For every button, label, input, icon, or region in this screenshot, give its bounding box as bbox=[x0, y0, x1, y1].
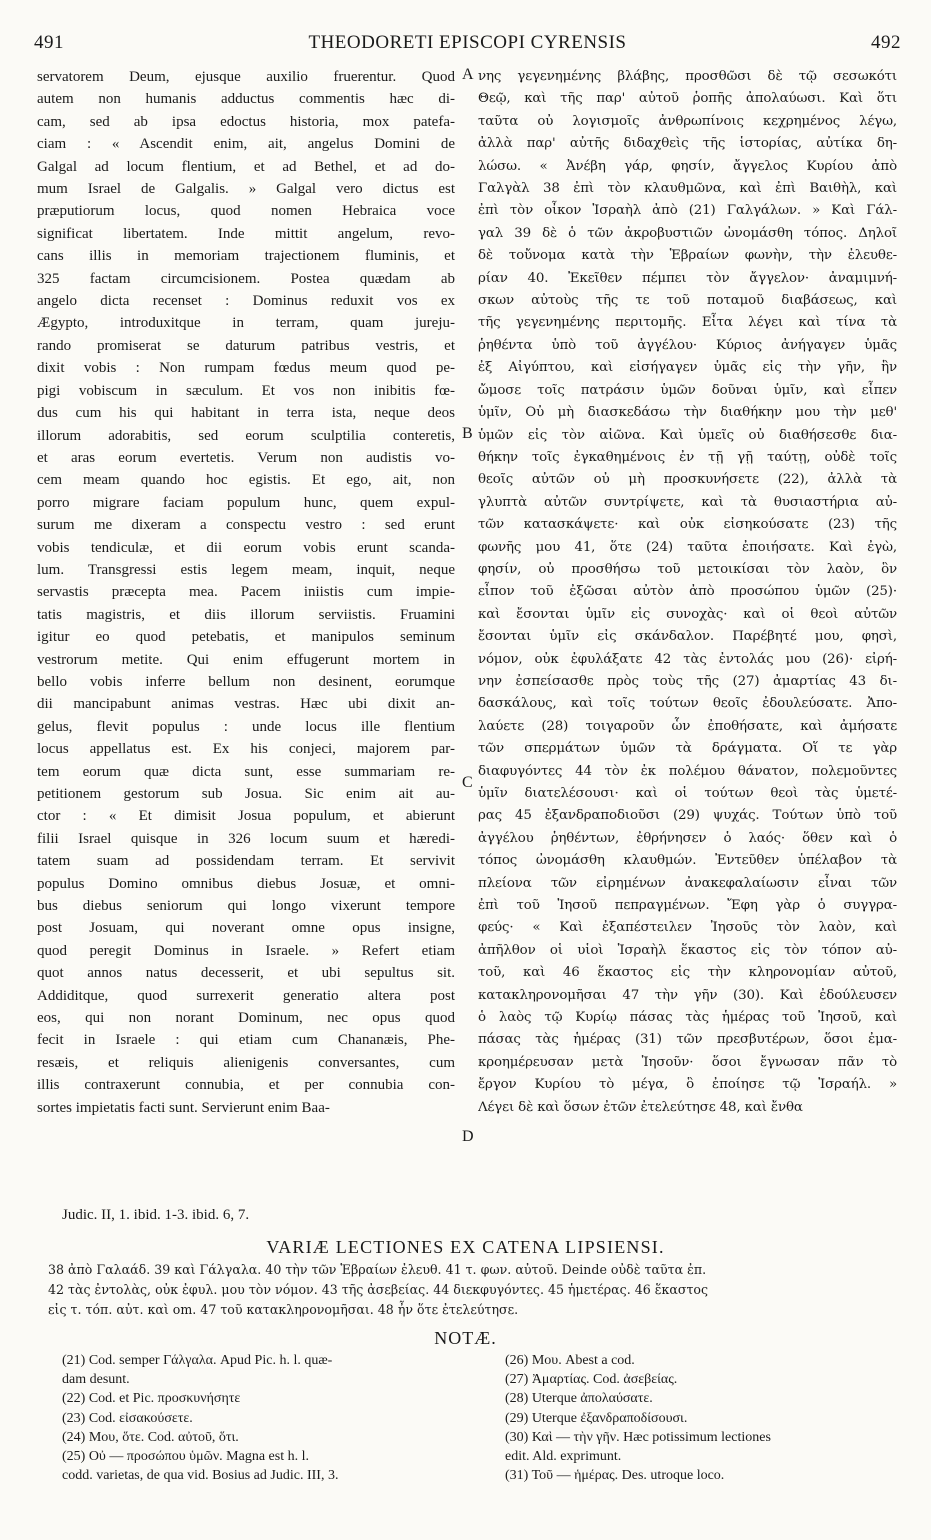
latin-text-line: post Josuam, qui noverant omne opus insigne, bbox=[37, 920, 455, 937]
latin-text-line: angelo dicta recenset : Dominus reduxit vos ex bbox=[37, 293, 455, 310]
note-line: (31) Τοῦ — ἡμέρας. Des. utroque loco. bbox=[505, 1468, 725, 1484]
latin-text-line: igitur eo quod petebatis, et manipulos seminum bbox=[37, 629, 455, 646]
greek-text-line: τοῦ, καὶ 46 ἕκαστος εἰς τὴν κληρονομίαν αὐτοῦ, bbox=[478, 965, 897, 981]
note-line: (25) Οὐ — προσώπου ὑμῶν. Magna est h. l. bbox=[62, 1449, 309, 1465]
greek-text-line: φεύς· « Καὶ ἐξαπέστειλεν Ἰησοῦς τὸν λαὸν, καὶ bbox=[478, 920, 897, 936]
notes-left-column bbox=[62, 1351, 462, 1485]
greek-text-line: ὑμῖν, Οὐ μὴ διασκεδάσω τὴν διαθήκην μου τὴν μεθ' bbox=[478, 405, 897, 421]
note-line: (27) Ἀμαρτίας. Cod. ἀσεβείας. bbox=[505, 1372, 678, 1388]
latin-text-line: lum. Transgressi estis legem meam, inquit, neque bbox=[37, 561, 455, 578]
latin-text-line: cans illis in memoriam trajectionem fluminis, et bbox=[37, 248, 455, 265]
latin-text-line: eos, qui non norant Dominum, nec opus quod bbox=[37, 1010, 455, 1027]
latin-text-line: cem meam quando hoc egistis. Et ego, ait, non bbox=[37, 472, 455, 489]
latin-text-line: 325 factam circumcisionem. Postea quædam ab bbox=[37, 270, 455, 287]
greek-text-line: τόπος ὠνομάσθη κλαυθμών. Ἐντεῦθεν ὑπέλαβον τὰ bbox=[478, 853, 897, 869]
latin-text-line: tatis magistris, et diis illorum serviistis. Fruamini bbox=[37, 606, 455, 623]
greek-text-line: Λέγει δὲ καὶ ὅσων ἐτῶν ἐτελεύτησε 48, καὶ ἔνθα bbox=[478, 1099, 803, 1115]
greek-text-line: φησίν, οὐ προσθήσω τοῦ μετοικίσαι τὸν λαὸν, ὃν bbox=[478, 561, 897, 577]
margin-marker-a: A bbox=[462, 66, 474, 83]
greek-text-line: κροημέρευσαν μετὰ Ἰησοῦν· ὅσοι ἔγνωσαν πᾶν τὸ bbox=[478, 1054, 897, 1070]
latin-text-line: dus cum his qui habitant in terra ista, neque deos bbox=[37, 405, 455, 422]
greek-text-line: πάσας τὰς ἡμέρας (31) τῶν πρεσβυτέρων, ὅσοι ἐμα- bbox=[478, 1032, 897, 1048]
latin-text-line: petitionem gestorum sub Josua. Sic enim ait au- bbox=[37, 786, 455, 802]
latin-text-line: fecit in Israele : qui etiam cum Chananæis, Phe- bbox=[37, 1032, 455, 1049]
latin-text-line: bello vobis inferre bellum non desinent, eorumque bbox=[37, 673, 455, 690]
greek-text-line: δασκάλους, καὶ τοῖς τούτων θεοῖς ἐδουλεύσατε. Ἀπο- bbox=[478, 696, 897, 712]
greek-text-line: ὑμῖν διατελέσουσι· καὶ οἱ τούτων θεοὶ τὰς ὑμετέ- bbox=[478, 786, 897, 801]
greek-text-line: κατακληρονομῆσαι 47 τὴν γῆν (30). Καὶ ἐδούλευσεν bbox=[478, 987, 897, 1003]
latin-text-line: sortes impietatis facti sunt. Servierunt enim Baa- bbox=[37, 1099, 330, 1116]
greek-text-line: εἶπον τοῦ ἐξῶσαι αὐτὸν ἀπὸ προσώπου ὑμῶν (25)· bbox=[478, 584, 897, 600]
greek-text-line: διαφυγόντες 44 τὸν ἐκ πολέμου θάνατον, πολεμοῦντες bbox=[478, 763, 897, 779]
greek-text-line: ἐπὶ τοῦ Ἰησοῦ πεπραγμένων. Ἔφη γὰρ ὁ συγγρα- bbox=[478, 898, 897, 914]
greek-text-line: ὑμῶν εἰς τὸν αἰῶνα. Καὶ ὑμεῖς οὐ διαθήσεσθε δια- bbox=[478, 427, 897, 443]
greek-text-line: νης γεγενημένης βλάβης, προσθῶσι δὲ τῷ σεσωκότι bbox=[478, 69, 897, 84]
greek-text-line: τῆς γεγενημένης περιτομῆς. Εἶτα λέγει καὶ τίνα τὰ bbox=[478, 315, 897, 331]
greek-text-line: νην ἐσπείσασθε πρὸς τοὺς τῆς (27) ἀμαρτίας 43 δι- bbox=[478, 673, 897, 689]
latin-text-line: quod peregit Dominus in Israele. » Refert etiam bbox=[37, 942, 455, 959]
variant-readings bbox=[48, 1260, 908, 1320]
note-line: (28) Uterque ἀπολαύσατε. bbox=[505, 1391, 653, 1407]
latin-text-line: cam, sed ab ipsa edoctus historia, mox patefa- bbox=[37, 113, 455, 130]
greek-text-line: λώσω. « Ἀνέβη γάρ, φησίν, ἄγγελος Κυρίου ἀπὸ bbox=[478, 158, 897, 174]
note-line: edit. Ald. exprimunt. bbox=[505, 1449, 622, 1465]
latin-text-line: mum Israel de Galgalis. » Galgal vero dictus est bbox=[37, 181, 455, 198]
greek-text-line: τῶν σπερμάτων ὑμῶν τὰ δράγματα. Οἵ τε γὰρ bbox=[478, 741, 897, 757]
latin-text-line: pigi vobiscum in sæculum. Et vos non inibitis fœ- bbox=[37, 382, 455, 399]
note-line: (22) Cod. et Pic. προσκυνήσητε bbox=[62, 1391, 241, 1407]
greek-text-line: ρίαν 40. Ἐκεῖθεν πέμπει τὸν ἄγγελον· ἀναμιμνή- bbox=[478, 270, 897, 286]
latin-text-line: illis contraxerunt connubia, et per connubia con- bbox=[37, 1077, 455, 1094]
greek-text-line: νόμον, οὐκ ἐφυλάξατε 42 τὰς ἐντολάς μου (26)· εἰρή- bbox=[478, 651, 897, 667]
latin-text-line: servastis præcepta mea. Pacem iniistis cum impie- bbox=[37, 584, 455, 601]
latin-text-line: Ægypto, introduxitque in terram, quam jureju- bbox=[37, 315, 455, 332]
greek-text-line: ἀπῆλθον οἱ υἱοὶ Ἰσραὴλ ἕκαστος εἰς τὸν τόπον αὐ- bbox=[478, 942, 897, 958]
greek-text-line: δὲ τοὔνομα κατὰ τὴν Ἑβραίων φωνὴν, τὴν ἐλευθε- bbox=[478, 248, 897, 264]
notes-right-column bbox=[505, 1351, 905, 1485]
greek-column bbox=[478, 66, 897, 1119]
latin-text-line: autem non humanis adductus commentis hæc di- bbox=[37, 91, 455, 108]
margin-marker-c: C bbox=[462, 774, 473, 791]
latin-text-line: illorum adorabitis, sed eorum sculptilia conteretis, bbox=[37, 427, 455, 444]
latin-text-line: Galgal ad locum flentium, et ad Bethel, et ad do- bbox=[37, 158, 455, 175]
latin-text-line: rando promiserat se daturum patribus vestris, et bbox=[37, 337, 455, 354]
latin-text-line: resæis, et reliquis alienigenis conversantes, cum bbox=[37, 1054, 455, 1071]
latin-text-line: porro migrare faciam populum hunc, quem expul- bbox=[37, 494, 455, 511]
variant-line: 38 ἀπὸ Γαλαάδ. 39 καὶ Γάλγαλα. 40 τὴν τῶν Ἑβραίων ἐλευθ. 41 τ. φων. αὐτοῦ. Deinde οὐδὲ ταῦτα ἐπ. bbox=[48, 1262, 707, 1277]
latin-text-line: significat libertatem. Inde mittit angelum, revo- bbox=[37, 225, 455, 242]
page-header bbox=[34, 32, 901, 62]
notes-heading: NOTÆ. bbox=[434, 1328, 497, 1348]
greek-text-line: ταῦτα οὐ λογισμοῖς ἀνθρωπίνοις κεχρημένος λέγω, bbox=[478, 113, 897, 129]
margin-marker-b: B bbox=[462, 425, 473, 442]
note-line: codd. varietas, de qua vid. Bosius ad Judic. III, 3. bbox=[62, 1468, 339, 1484]
page-number-left: 491 bbox=[34, 32, 64, 53]
greek-text-line: ὁ λαὸς τῷ Κυρίῳ πάσας τὰς ἡμέρας τοῦ Ἰησοῦ, καὶ bbox=[478, 1010, 897, 1026]
latin-text-line: dixit vobis : Non rumpam fœdus meum quod pe- bbox=[37, 360, 455, 377]
latin-text-line: filii Israel quisque in 326 locum suum et hæredi- bbox=[37, 830, 455, 847]
note-line: (26) Μου. Abest a cod. bbox=[505, 1353, 635, 1368]
margin-marker-d: D bbox=[462, 1128, 474, 1145]
running-title: THEODORETI EPISCOPI CYRENSIS bbox=[308, 32, 627, 53]
variants-heading: VARIÆ LECTIONES EX CATENA LIPSIENSI. bbox=[266, 1237, 665, 1257]
greek-text-line: θεοῖς αὐτῶν οὐ μὴ προσκυνήσετε (22), ἀλλὰ τὰ bbox=[478, 472, 897, 488]
greek-text-line: φωνῆς μου 41, ὅτε (24) ταῦτα ἐποιήσατε. Καὶ ἐγὼ, bbox=[478, 539, 897, 555]
greek-text-line: τῶν κατασκάψετε· καὶ οὐκ εἰσηκούσατε (23) τῆς bbox=[478, 517, 897, 533]
greek-text-line: ἀλλὰ παρ' αὐτῆς διδαχθεὶς τῆς ἱστορίας, αὐτίκα δη- bbox=[478, 136, 897, 152]
greek-text-line: ὤμοσε τοῖς πατράσιν ὑμῶν δοῦναι ὑμῖν, καὶ εἶπεν bbox=[478, 382, 897, 398]
latin-text-line: ciam : « Ascendit enim, ait, angelus Domini de bbox=[37, 136, 455, 153]
latin-text-line: tem eorum quæ dicta sunt, esse summariam re- bbox=[37, 763, 455, 780]
latin-text-line: ctor : « Et dimisit Josua populum, et abierunt bbox=[37, 808, 455, 825]
scripture-footnotes: Judic. II, 1. ibid. 1-3. ibid. 6, 7. bbox=[62, 1207, 250, 1223]
greek-text-line: ἀγγέλου ῥηθέντων, ἐθρήνησεν ὁ λαός· ὅθεν καὶ ὁ bbox=[478, 830, 897, 846]
note-line: (21) Cod. semper Γάλγαλα. Apud Pic. h. l. quæ- bbox=[62, 1353, 333, 1368]
greek-text-line: καὶ ἔσονται ὑμῖν εἰς συνοχὰς· καὶ οἱ θεοὶ αὐτῶν bbox=[478, 606, 897, 622]
greek-text-line: Γαλγὰλ 38 ἐπὶ τὸν κλαυθμῶνα, καὶ ἐπὶ Βαιθὴλ, καὶ bbox=[478, 181, 897, 197]
latin-text-line: locus appellatus est. Ex his conjeci, majorem par- bbox=[37, 741, 455, 758]
latin-text-line: vestrorum metite. Qui enim effugerunt mortem in bbox=[37, 651, 455, 668]
greek-text-line: γλυπτὰ αὐτῶν συντρίψετε, καὶ τὰ θυσιαστήρια αὐ- bbox=[478, 494, 897, 510]
latin-text-line: populus Domino omnibus diebus Josuæ, et omni- bbox=[37, 875, 455, 892]
latin-text-line: servatorem Deum, ejusque auxilio fruerentur. Quod bbox=[37, 69, 455, 85]
greek-text-line: σκων αὐτοὺς τῆς τε τοῦ ποταμοῦ διαβάσεως, καὶ bbox=[478, 293, 897, 309]
latin-text-line: Addiditque, quod surrexerit generatio altera post bbox=[37, 987, 455, 1004]
greek-text-line: λαύετε (28) τοιγαροῦν ὧν ἐποθήσατε, καὶ ἀμήσατε bbox=[478, 718, 897, 734]
note-line: (30) Καὶ — τὴν γῆν. Hæc potissimum lectiones bbox=[505, 1429, 771, 1445]
latin-text-line: tatem suam ad possidendam terram. Et servivit bbox=[37, 853, 455, 870]
greek-text-line: ἐπὶ τὸν οἶκον Ἰσραὴλ ἀπὸ (21) Γαλγάλων. » Καὶ Γάλ- bbox=[478, 203, 897, 219]
greek-text-line: ἔσονται ὑμῖν εἰς σκάνδαλον. Παρέβητέ μου, φησὶ, bbox=[478, 629, 897, 645]
variant-line: 42 τὰς ἐντολὰς, οὐκ ἐφυλ. μου τὸν νόμον. 43 τῆς ἀσεβείας. 44 διεκφυγόντες. 45 ἡμετέρας. 46 ἕκαστος bbox=[48, 1282, 709, 1297]
greek-text-line: θήκην τοῖς ἐγκαθημένοις ἐν τῇ γῇ ταύτῃ, οὐδὲ τοῖς bbox=[478, 449, 897, 465]
greek-text-line: πλείονα τῶν εἰρημένων ἀνακεφαλαίωσιν εἶναι τῶν bbox=[478, 875, 897, 891]
variant-line: εἰς τ. τόπ. αὐτ. καὶ om. 47 τοῦ κατακληρονομῆσαι. 48 ἦν ὅτε ἐτελεύτησε. bbox=[48, 1302, 519, 1317]
note-line: dam desunt. bbox=[62, 1372, 130, 1388]
greek-text-line: ἔργον Κυρίου τὸ μέγα, ὃ ἐποίησε τῷ Ἰσραήλ. » bbox=[478, 1077, 897, 1093]
greek-text-line: γαλ 39 δὲ ὁ τῶν ἀκροβυστιῶν ὠνομάσθη τόπος. Δηλοῖ bbox=[478, 225, 897, 241]
latin-text-line: quot annos natus decesserit, et ubi sepultus sit. bbox=[37, 965, 455, 982]
latin-text-line: surum me dixeram a conspectu vestro : sed erunt bbox=[37, 517, 455, 534]
latin-text-line: præputiorum locus, quod nomen Hebraica voce bbox=[37, 203, 455, 220]
latin-text-line: et aras eorum evertetis. Verum non audistis vo- bbox=[37, 449, 455, 466]
latin-text-line: gelus, flevit populus : unde locus ille flentium bbox=[37, 718, 455, 735]
note-line: (24) Μου, ὅτε. Cod. αὐτοῦ, ὅτι. bbox=[62, 1429, 239, 1445]
latin-text-line: bus diebus seniorum qui longo vixerunt tempore bbox=[37, 898, 455, 915]
greek-text-line: ῥηθέντα ὑπὸ τοῦ ἀγγέλου· Κύριος ἀνήγαγεν ὑμᾶς bbox=[478, 337, 897, 353]
greek-text-line: ἐξ Αἰγύπτου, καὶ εἰσήγαγεν ὑμᾶς εἰς τὴν γῆν, ἣν bbox=[478, 360, 897, 376]
greek-text-line: Θεῷ, καὶ τῆς παρ' αὐτοῦ ῥοπῆς ἀπολαύωσι. Καὶ ὅτι bbox=[478, 91, 897, 107]
latin-text-line: dii mancipabunt animas vestras. Hæc ubi dixit an- bbox=[37, 696, 455, 713]
note-line: (29) Uterque ἐξανδραποδίσουσι. bbox=[505, 1410, 688, 1426]
latin-column bbox=[37, 66, 455, 1119]
latin-text-line: vobis tendiculæ, et dii eorum vobis erunt scanda- bbox=[37, 539, 455, 556]
page-number-right: 492 bbox=[871, 32, 901, 53]
greek-text-line: ρας 45 ἐξανδραποδιοῦσι (29) ψυχάς. Τούτων ὑπὸ τοῦ bbox=[478, 808, 897, 824]
note-line: (23) Cod. εἰσακούσετε. bbox=[62, 1410, 193, 1426]
